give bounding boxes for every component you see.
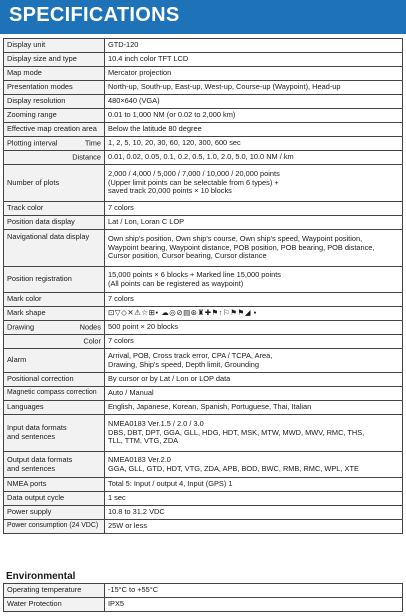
- table-row: [4, 584, 403, 598]
- value-line: TLL, TTM, VTG, ZDA: [108, 436, 179, 446]
- row-label: [4, 321, 105, 335]
- row-label: Languages: [4, 401, 105, 415]
- row-label: Magnetic compass correction: [4, 387, 105, 401]
- row-label: NMEA ports: [4, 478, 105, 492]
- label-line: and sentences: [7, 432, 56, 441]
- row-value: 10.8 to 31.2 VDC: [105, 506, 403, 520]
- row-label: [4, 452, 105, 478]
- row-label: [4, 137, 105, 151]
- value-line: (All points can be registered as waypoint): [108, 278, 244, 288]
- value-line: Own ship's position, Own ship's course, Own ship's speed, Waypoint position,: [108, 234, 363, 244]
- row-value: 0.01, 0.02, 0.05, 0.1, 0.2, 0.5, 1.0, 2.0, 5.0, 10.0 NM / km: [105, 151, 403, 165]
- row-value: [105, 452, 403, 478]
- value-line: saved track 20,000 points × 10 blocks: [108, 186, 232, 196]
- table-row: [4, 401, 403, 415]
- value-line: (Upper limit points can be selectable from 6 types) +: [108, 177, 279, 187]
- row-value: Auto / Manual: [105, 387, 403, 401]
- row-value: 500 point × 20 blocks: [105, 321, 403, 335]
- row-value: Total 5: Input / output 4, Input (GPS) 1: [105, 478, 403, 492]
- row-value: [105, 267, 403, 293]
- row-value: English, Japanese, Korean, Spanish, Portuguese, Thai, Italian: [105, 401, 403, 415]
- row-value: [105, 165, 403, 202]
- row-value: Lat / Lon, Loran C LOP: [105, 216, 403, 230]
- table-row: [4, 137, 403, 151]
- row-label: Number of plots: [4, 165, 105, 202]
- row-label: [4, 335, 105, 349]
- table-row: [4, 598, 403, 612]
- row-label: [4, 151, 105, 165]
- row-value: -15°C to +55°C: [105, 584, 403, 598]
- nodes-sublabel: Nodes: [79, 322, 101, 332]
- table-row: [4, 321, 403, 335]
- row-label: Effective map creation area: [4, 123, 105, 137]
- table-row: [4, 520, 403, 534]
- value-line: DBS, DBT, DPT, GGA, GLL, HDG, HDT, MSK, MTW, MWD, MWV, RMC, THS,: [108, 427, 365, 437]
- row-label: Mark shape: [4, 307, 105, 321]
- table-row: [4, 202, 403, 216]
- row-label: Map mode: [4, 67, 105, 81]
- row-value: GTD-120: [105, 39, 403, 53]
- value-line: NMEA0183 Ver.2.0: [108, 454, 171, 464]
- row-label: Operating temperature: [4, 584, 105, 598]
- row-value: [105, 349, 403, 373]
- row-label: Power consumption (24 VDC): [4, 520, 105, 534]
- value-line: Drawing, Ship's speed, Depth limit, Grounding: [108, 359, 259, 369]
- table-row: [4, 81, 403, 95]
- row-value: Mercator projection: [105, 67, 403, 81]
- table-row: [4, 492, 403, 506]
- time-sublabel: Time: [84, 138, 101, 148]
- environmental-table: [3, 583, 403, 612]
- row-label: Display unit: [4, 39, 105, 53]
- table-row: [4, 293, 403, 307]
- row-label: Position data display: [4, 216, 105, 230]
- row-label: Alarm: [4, 349, 105, 373]
- page-title: SPECIFICATIONS: [9, 4, 180, 26]
- row-value: IPX5: [105, 598, 403, 612]
- row-label: Power supply: [4, 506, 105, 520]
- row-value: North-up, South-up, East-up, West-up, Course-up (Waypoint), Head-up: [105, 81, 403, 95]
- table-row: [4, 415, 403, 452]
- row-value: 10.4 inch color TFT LCD: [105, 53, 403, 67]
- row-value: 1, 2, 5, 10, 20, 30, 60, 120, 300, 600 sec: [105, 137, 403, 151]
- row-value: 1 sec: [105, 492, 403, 506]
- row-label: Display resolution: [4, 95, 105, 109]
- table-row: [4, 216, 403, 230]
- row-value: [105, 415, 403, 452]
- value-line: Cursor position, Cursor bearing, Cursor distance: [108, 251, 267, 261]
- drawing-label: Drawing: [7, 322, 35, 332]
- specifications-table: [3, 38, 403, 534]
- row-label: Track color: [4, 202, 105, 216]
- table-row: [4, 53, 403, 67]
- table-row: [4, 230, 403, 267]
- row-label: Presentation modes: [4, 81, 105, 95]
- row-label: Navigational data display: [4, 230, 105, 267]
- table-row: [4, 506, 403, 520]
- row-label: Mark color: [4, 293, 105, 307]
- row-value: 480×640 (VGA): [105, 95, 403, 109]
- value-line: 15,000 points × 6 blocks + Marked line 15,000 points: [108, 269, 281, 279]
- row-label: Water Protection: [4, 598, 105, 612]
- table-row: [4, 373, 403, 387]
- environmental-heading: Environmental: [6, 571, 76, 582]
- row-label: Position registration: [4, 267, 105, 293]
- plotting-interval-label: Plotting interval: [7, 138, 58, 148]
- specifications-banner: [0, 0, 406, 34]
- value-line: 2,000 / 4,000 / 5,000 / 7,000 / 10,000 / 20,000 points: [108, 169, 280, 179]
- table-row: [4, 478, 403, 492]
- row-value: 0.01 to 1,000 NM (or 0.02 to 2,000 km): [105, 109, 403, 123]
- table-row: [4, 109, 403, 123]
- label-line: and sentences: [7, 463, 56, 473]
- row-value: By cursor or by Lat / Lon or LOP data: [105, 373, 403, 387]
- table-row: [4, 39, 403, 53]
- row-label: Display size and type: [4, 53, 105, 67]
- table-row: [4, 95, 403, 109]
- table-row: [4, 165, 403, 202]
- table-row: [4, 307, 403, 321]
- row-value: [105, 230, 403, 267]
- color-sublabel: Color: [83, 336, 101, 346]
- distance-sublabel: Distance: [72, 152, 101, 162]
- mark-shape-icons: ⊡▽◇✕⚠☆⊞▪ ☁◎⊘▤⊛♜✚⚑↑⚐⚑⚑◢ ▪: [105, 307, 403, 321]
- table-row: [4, 335, 403, 349]
- row-value: 25W or less: [105, 520, 403, 534]
- value-line: NMEA0183 Ver.1.5 / 2.0 / 3.0: [108, 419, 204, 429]
- table-row: [4, 452, 403, 478]
- value-line: Arrival, POB, Cross track error, CPA / TCPA, Area,: [108, 350, 273, 360]
- row-label: Positional correction: [4, 373, 105, 387]
- table-row: [4, 349, 403, 373]
- row-value: 7 colors: [105, 202, 403, 216]
- table-row: [4, 123, 403, 137]
- row-label: Zooming range: [4, 109, 105, 123]
- row-value: Below the latitude 80 degree: [105, 123, 403, 137]
- row-label: [4, 415, 105, 452]
- table-row: [4, 67, 403, 81]
- value-line: GGA, GLL, GTD, HDT, VTG, ZDA, APB, BOD, BWC, RMB, RMC, WPL, XTE: [108, 463, 359, 473]
- table-row: [4, 387, 403, 401]
- row-value: 7 colors: [105, 293, 403, 307]
- row-value: 7 colors: [105, 335, 403, 349]
- table-row: [4, 151, 403, 165]
- row-label: Data output cycle: [4, 492, 105, 506]
- label-line: Input data formats: [7, 423, 67, 433]
- table-row: [4, 267, 403, 293]
- label-line: Output data formats: [7, 454, 73, 464]
- value-line: Waypoint bearing, Waypoint distance, POB position, POB bearing, POB distance,: [108, 242, 375, 252]
